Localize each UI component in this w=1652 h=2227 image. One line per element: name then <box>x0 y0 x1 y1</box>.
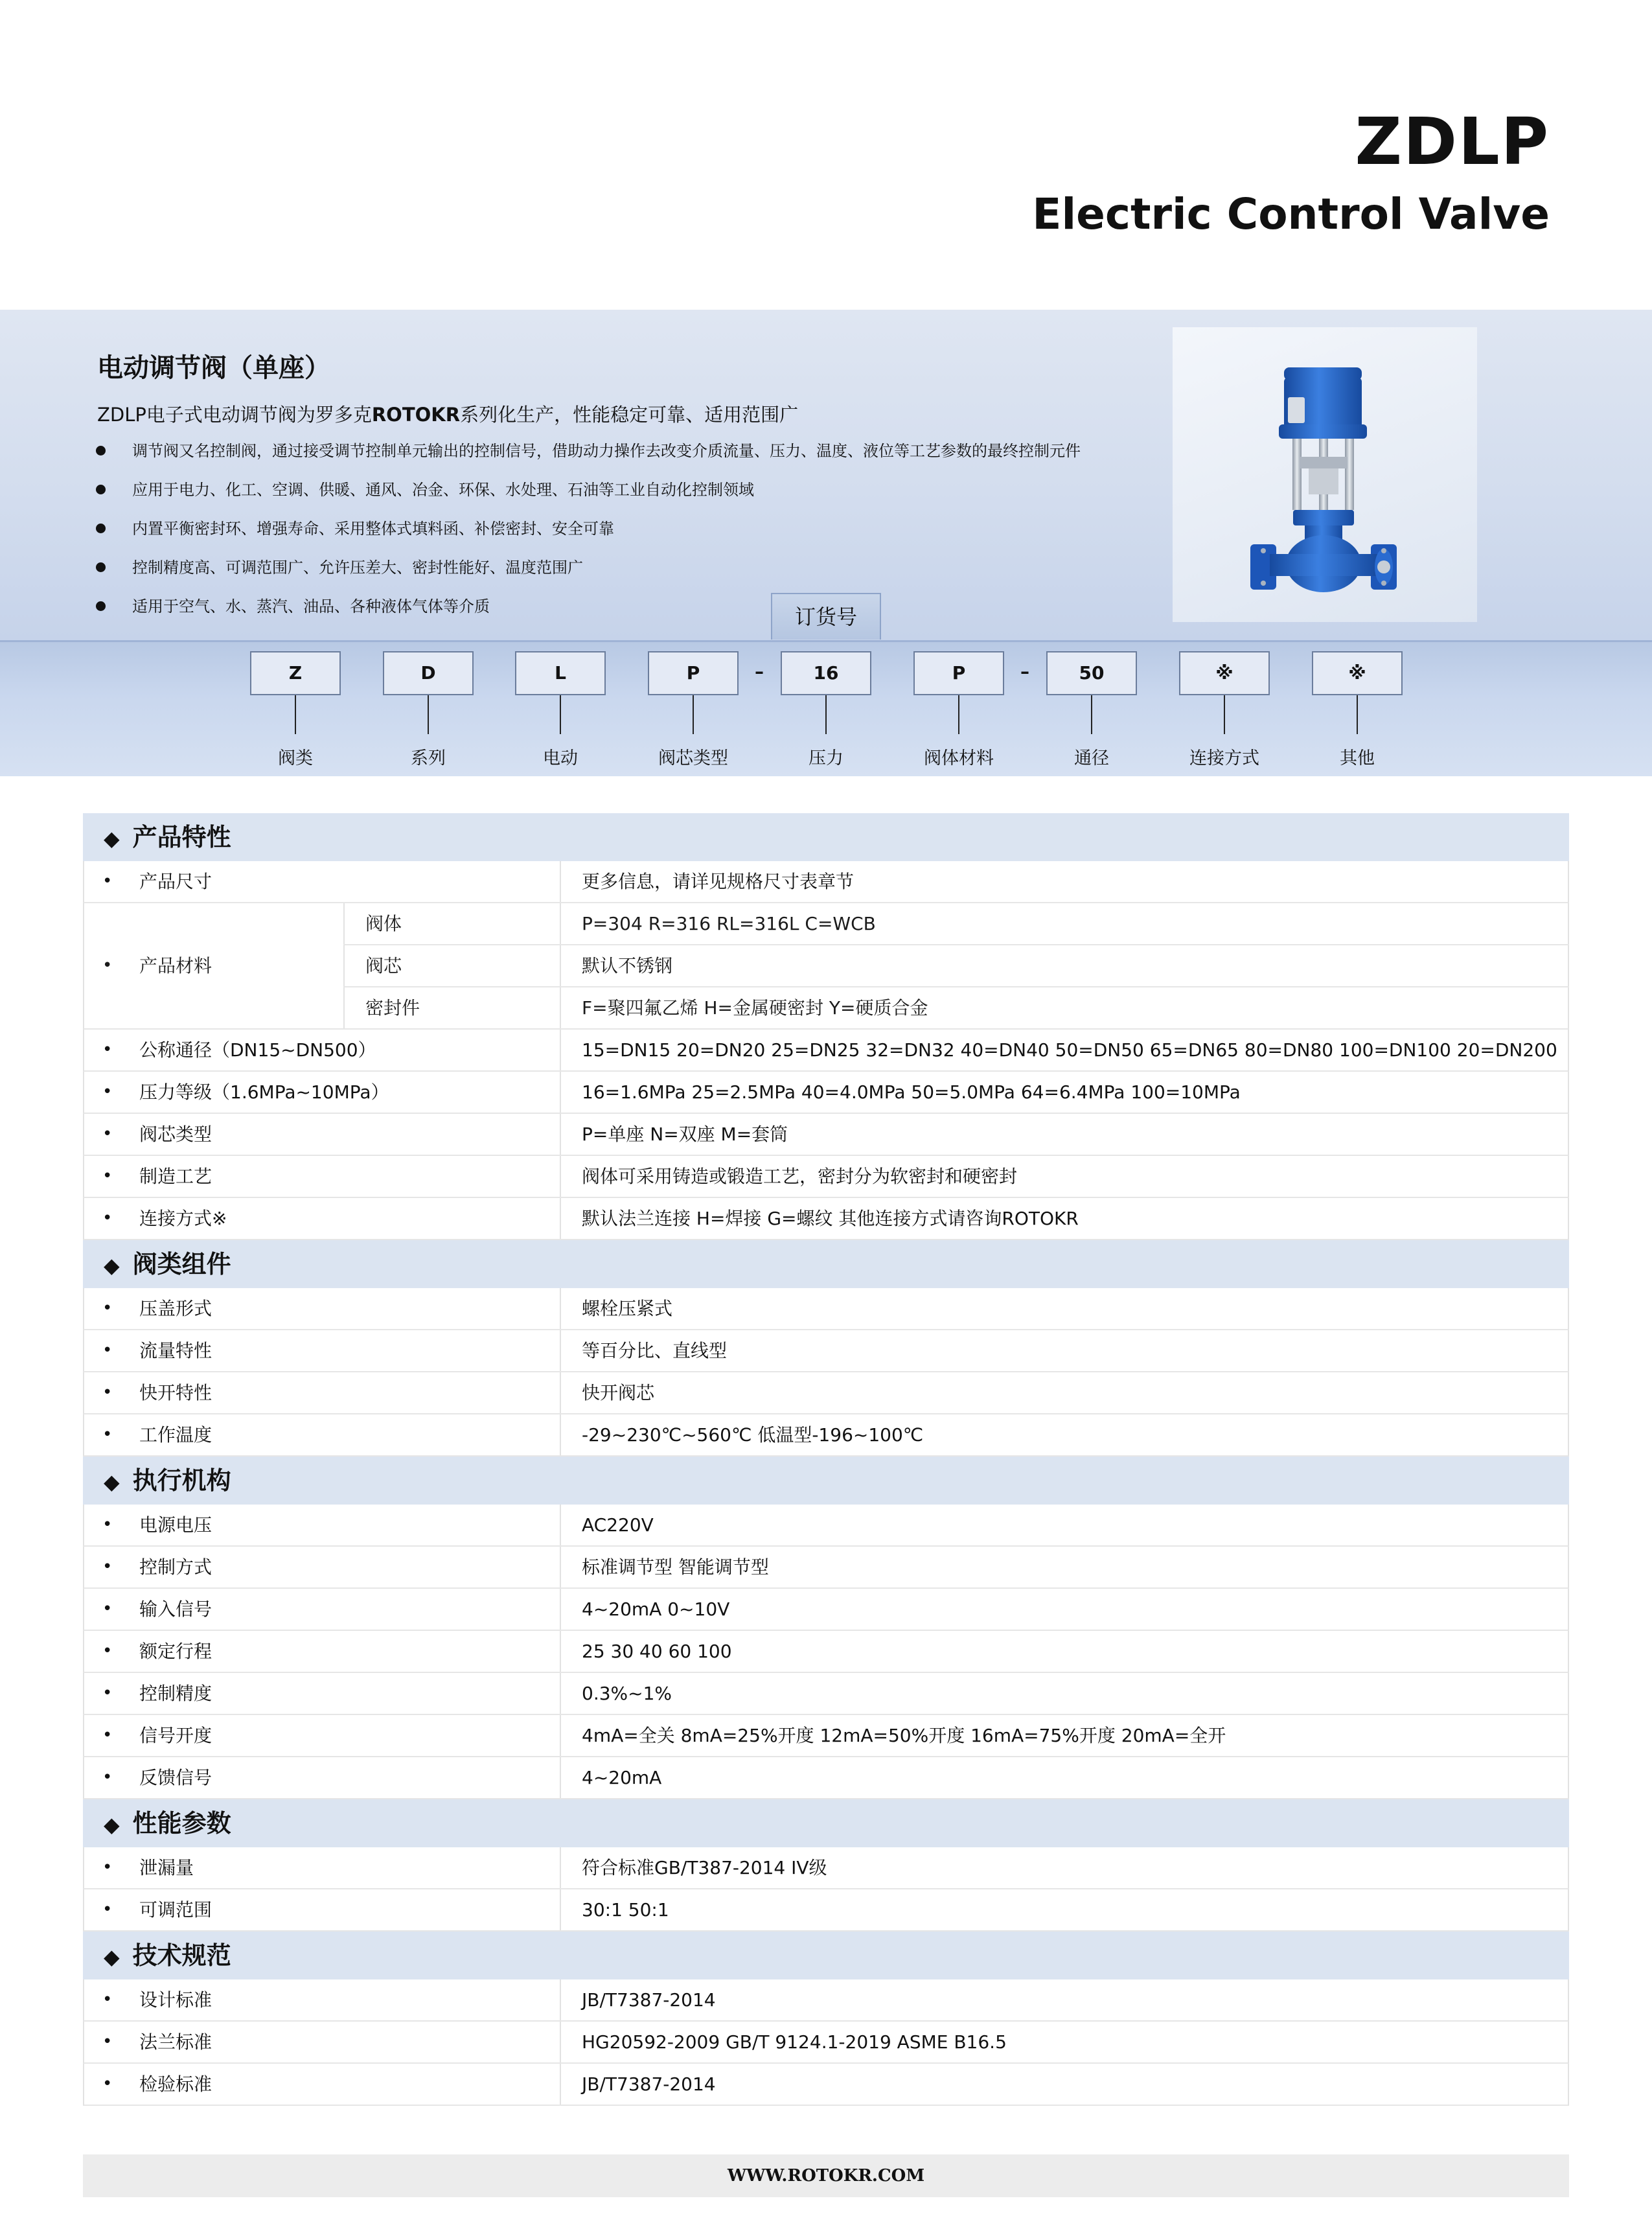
intro-description: ZDLP电子式电动调节阀为罗多克ROTOKR系列化生产，性能稳定可靠、适用范围广 <box>97 404 799 426</box>
bullet-icon: • <box>102 1425 113 1444</box>
section-header: ◆ 阀类组件 <box>83 1240 1569 1288</box>
row-value: P=304 R=316 RL=316L C=WCB <box>560 903 1569 944</box>
order-code-box: P <box>648 651 739 695</box>
bullet-icon: • <box>102 956 113 975</box>
row-value: 默认不锈钢 <box>560 945 1569 986</box>
row-key: 可调范围 <box>139 1899 212 1921</box>
table-row <box>83 1979 1569 2022</box>
order-code-box: 50 <box>1046 651 1137 695</box>
row-value: 30:1 50:1 <box>560 1889 1570 1930</box>
section-header: ◆ 产品特性 <box>83 813 1569 861</box>
bullet-icon: • <box>102 2074 113 2094</box>
table-subrow <box>343 903 1569 945</box>
bullet-icon: • <box>102 871 113 891</box>
feature-bullets <box>96 441 1081 635</box>
table-row <box>83 1288 1569 1330</box>
row-value: 25 30 40 60 100 <box>560 1631 1570 1672</box>
table-row <box>83 1114 1569 1156</box>
bullet-icon: • <box>102 1557 113 1576</box>
order-code-label: 阀类 <box>278 748 313 768</box>
row-key: 工作温度 <box>139 1424 212 1446</box>
row-value: 阀体可采用铸造或锻造工艺，密封分为软密封和硬密封 <box>560 1156 1570 1197</box>
row-key: 产品尺寸 <box>139 871 212 892</box>
table-row <box>83 1889 1569 1932</box>
code-connector <box>1091 695 1092 734</box>
code-connector <box>295 695 296 734</box>
bullet-icon: • <box>102 1768 113 1787</box>
bullet-dot-icon <box>96 524 106 533</box>
table-row <box>83 1715 1569 1757</box>
order-code-label: 压力 <box>809 748 843 768</box>
feature-bullet: 内置平衡密封环、增强寿命、采用整体式填料函、补偿密封、安全可靠 <box>96 518 1081 557</box>
bullet-icon: • <box>102 1298 113 1318</box>
row-key: 检验标准 <box>139 2073 212 2095</box>
bullet-icon: • <box>102 1683 113 1703</box>
row-value: 更多信息，请详见规格尺寸表章节 <box>560 861 1570 902</box>
product-subtitle: Electric Control Valve <box>1032 189 1550 239</box>
table-row <box>83 1072 1569 1114</box>
row-value: AC220V <box>560 1505 1570 1545</box>
bullet-icon: • <box>102 1208 113 1228</box>
intro-title: 电动调节阀（单座） <box>97 353 330 383</box>
order-code-box: ※ <box>1312 651 1403 695</box>
code-connector <box>958 695 959 734</box>
code-connector <box>1224 695 1225 734</box>
bullet-icon: • <box>102 1124 113 1144</box>
row-key: 阀芯类型 <box>139 1124 212 1145</box>
table-row <box>83 1757 1569 1799</box>
table-row <box>83 2064 1569 2106</box>
order-code-label: 电动 <box>543 748 578 768</box>
table-row <box>83 1547 1569 1589</box>
spec-table <box>83 813 1569 2106</box>
subrow-key: 阀芯 <box>343 945 560 986</box>
table-subrow <box>343 945 1569 987</box>
row-value: 4~20mA 0~10V <box>560 1589 1570 1630</box>
row-key: 压盖形式 <box>139 1298 212 1319</box>
row-value: 等百分比、直线型 <box>560 1330 1570 1371</box>
table-row <box>83 1372 1569 1414</box>
row-key: 额定行程 <box>139 1641 212 1662</box>
row-value: 螺栓压紧式 <box>560 1288 1570 1329</box>
order-code-box: ※ <box>1179 651 1270 695</box>
row-key: 产品材料 <box>139 955 212 976</box>
order-code-box: L <box>515 651 606 695</box>
diamond-icon: ◆ <box>104 1470 120 1494</box>
table-row <box>83 1030 1569 1072</box>
row-value: JB/T7387-2014 <box>560 2064 1570 2105</box>
model-title: ZDLP <box>1355 104 1550 179</box>
section-header: ◆ 性能参数 <box>83 1799 1569 1847</box>
order-code-box: D <box>383 651 474 695</box>
row-value: 默认法兰连接 H=焊接 G=螺纹 其他连接方式请咨询ROTOKR <box>560 1198 1570 1239</box>
row-value: 4~20mA <box>560 1757 1570 1798</box>
diamond-icon: ◆ <box>104 1253 120 1278</box>
order-code-label: 通径 <box>1074 748 1109 768</box>
row-value: F=聚四氟乙烯 H=金属硬密封 Y=硬质合金 <box>560 987 1569 1028</box>
table-row <box>83 1589 1569 1631</box>
row-value: 快开阀芯 <box>560 1372 1570 1413</box>
code-separator: – <box>1020 661 1029 682</box>
bullet-icon: • <box>102 1166 113 1186</box>
feature-bullet: 适用于空气、水、蒸汽、油品、各种液体气体等介质 <box>96 596 1081 635</box>
section-header: ◆ 技术规范 <box>83 1932 1569 1979</box>
row-key: 流量特性 <box>139 1340 212 1361</box>
code-connector <box>693 695 694 734</box>
diamond-icon: ◆ <box>104 826 120 851</box>
row-key: 法兰标准 <box>139 2031 212 2053</box>
bullet-icon: • <box>102 1990 113 2009</box>
table-row <box>83 2022 1569 2064</box>
row-key: 反馈信号 <box>139 1767 212 1788</box>
bullet-icon: • <box>102 1515 113 1534</box>
bullet-icon: • <box>102 1383 113 1402</box>
feature-bullet: 调节阀又名控制阀，通过接受调节控制单元输出的控制信号，借助动力操作去改变介质流量、压力、温度、液位等工艺参数的最终控制元件 <box>96 441 1081 479</box>
row-value: P=单座 N=双座 M=套筒 <box>560 1114 1570 1155</box>
bullet-icon: • <box>102 1599 113 1619</box>
order-code-label: 阀芯类型 <box>658 748 728 768</box>
bullet-dot-icon <box>96 601 106 611</box>
footer-website[interactable]: WWW.ROTOKR.COM <box>83 2154 1569 2197</box>
table-subrow <box>343 987 1569 1028</box>
code-connector <box>428 695 429 734</box>
row-key: 控制精度 <box>139 1683 212 1704</box>
row-value: JB/T7387-2014 <box>560 1979 1570 2020</box>
bullet-dot-icon <box>96 446 106 456</box>
bullet-icon: • <box>102 1040 113 1059</box>
bullet-icon: • <box>102 1341 113 1360</box>
order-code-label: 连接方式 <box>1189 748 1259 768</box>
row-key: 控制方式 <box>139 1556 212 1578</box>
bullet-icon: • <box>102 1082 113 1102</box>
order-code-box: P <box>913 651 1004 695</box>
subrow-key: 密封件 <box>343 987 560 1028</box>
table-row <box>83 1198 1569 1240</box>
diamond-icon: ◆ <box>104 1812 120 1837</box>
table-row <box>83 1330 1569 1372</box>
table-row-group <box>83 903 1569 1030</box>
row-value: HG20592-2009 GB/T 9124.1-2019 ASME B16.5 <box>560 2022 1570 2062</box>
row-key: 输入信号 <box>139 1598 212 1620</box>
section-header: ◆ 执行机构 <box>83 1457 1569 1505</box>
row-key: 压力等级（1.6MPa~10MPa） <box>139 1081 389 1103</box>
row-value: 符合标准GB/T387-2014 IV级 <box>560 1847 1570 1888</box>
row-key: 公称通径（DN15~DN500） <box>139 1039 376 1061</box>
order-code-tab: 订货号 <box>771 593 881 640</box>
row-key: 信号开度 <box>139 1725 212 1746</box>
order-code-label: 其他 <box>1340 748 1375 768</box>
row-value: 4mA=全关 8mA=25%开度 12mA=50%开度 16mA=75%开度 20mA=全开 <box>560 1715 1570 1756</box>
bullet-dot-icon <box>96 485 106 494</box>
bullet-icon: • <box>102 1725 113 1745</box>
feature-bullet: 控制精度高、可调范围广、允许压差大、密封性能好、温度范围广 <box>96 557 1081 596</box>
row-value: -29~230℃~560℃ 低温型-196~100℃ <box>560 1414 1570 1455</box>
code-connector <box>825 695 827 734</box>
order-code-label: 阀体材料 <box>924 748 994 768</box>
order-code-label: 系列 <box>411 748 446 768</box>
feature-bullet: 应用于电力、化工、空调、供暖、通风、冶金、环保、水处理、石油等工业自动化控制领域 <box>96 479 1081 518</box>
row-key: 连接方式※ <box>139 1208 227 1229</box>
table-row <box>83 1505 1569 1547</box>
code-connector <box>560 695 561 734</box>
diamond-icon: ◆ <box>104 1944 120 1969</box>
code-separator: – <box>755 661 764 682</box>
row-key: 快开特性 <box>139 1382 212 1403</box>
bullet-icon: • <box>102 1858 113 1877</box>
row-key: 电源电压 <box>139 1514 212 1536</box>
subrow-key: 阀体 <box>343 903 560 944</box>
table-row <box>83 1673 1569 1715</box>
row-key: 制造工艺 <box>139 1166 212 1187</box>
bullet-icon: • <box>102 2032 113 2051</box>
bullet-icon: • <box>102 1900 113 1919</box>
electric-valve-icon <box>1173 327 1477 622</box>
table-row <box>83 1847 1569 1889</box>
bullet-dot-icon <box>96 562 106 572</box>
row-value: 标准调节型 智能调节型 <box>560 1547 1570 1587</box>
bullet-icon: • <box>102 1641 113 1661</box>
table-row <box>83 1156 1569 1198</box>
order-code-box: 16 <box>781 651 871 695</box>
row-value: 16=1.6MPa 25=2.5MPa 40=4.0MPa 50=5.0MPa 64=6.4MPa 100=10MPa <box>560 1072 1570 1113</box>
table-row <box>83 1631 1569 1673</box>
row-key: 设计标准 <box>139 1989 212 2011</box>
product-image <box>1173 327 1477 622</box>
row-value: 0.3%~1% <box>560 1673 1570 1714</box>
code-connector <box>1357 695 1358 734</box>
row-key: 泄漏量 <box>139 1857 194 1878</box>
table-row <box>83 1414 1569 1457</box>
table-row <box>83 861 1569 903</box>
order-code-box: Z <box>250 651 341 695</box>
row-value: 15=DN15 20=DN20 25=DN25 32=DN32 40=DN40 50=DN50 65=DN65 80=DN80 100=DN100 20=DN200 <box>560 1030 1570 1070</box>
